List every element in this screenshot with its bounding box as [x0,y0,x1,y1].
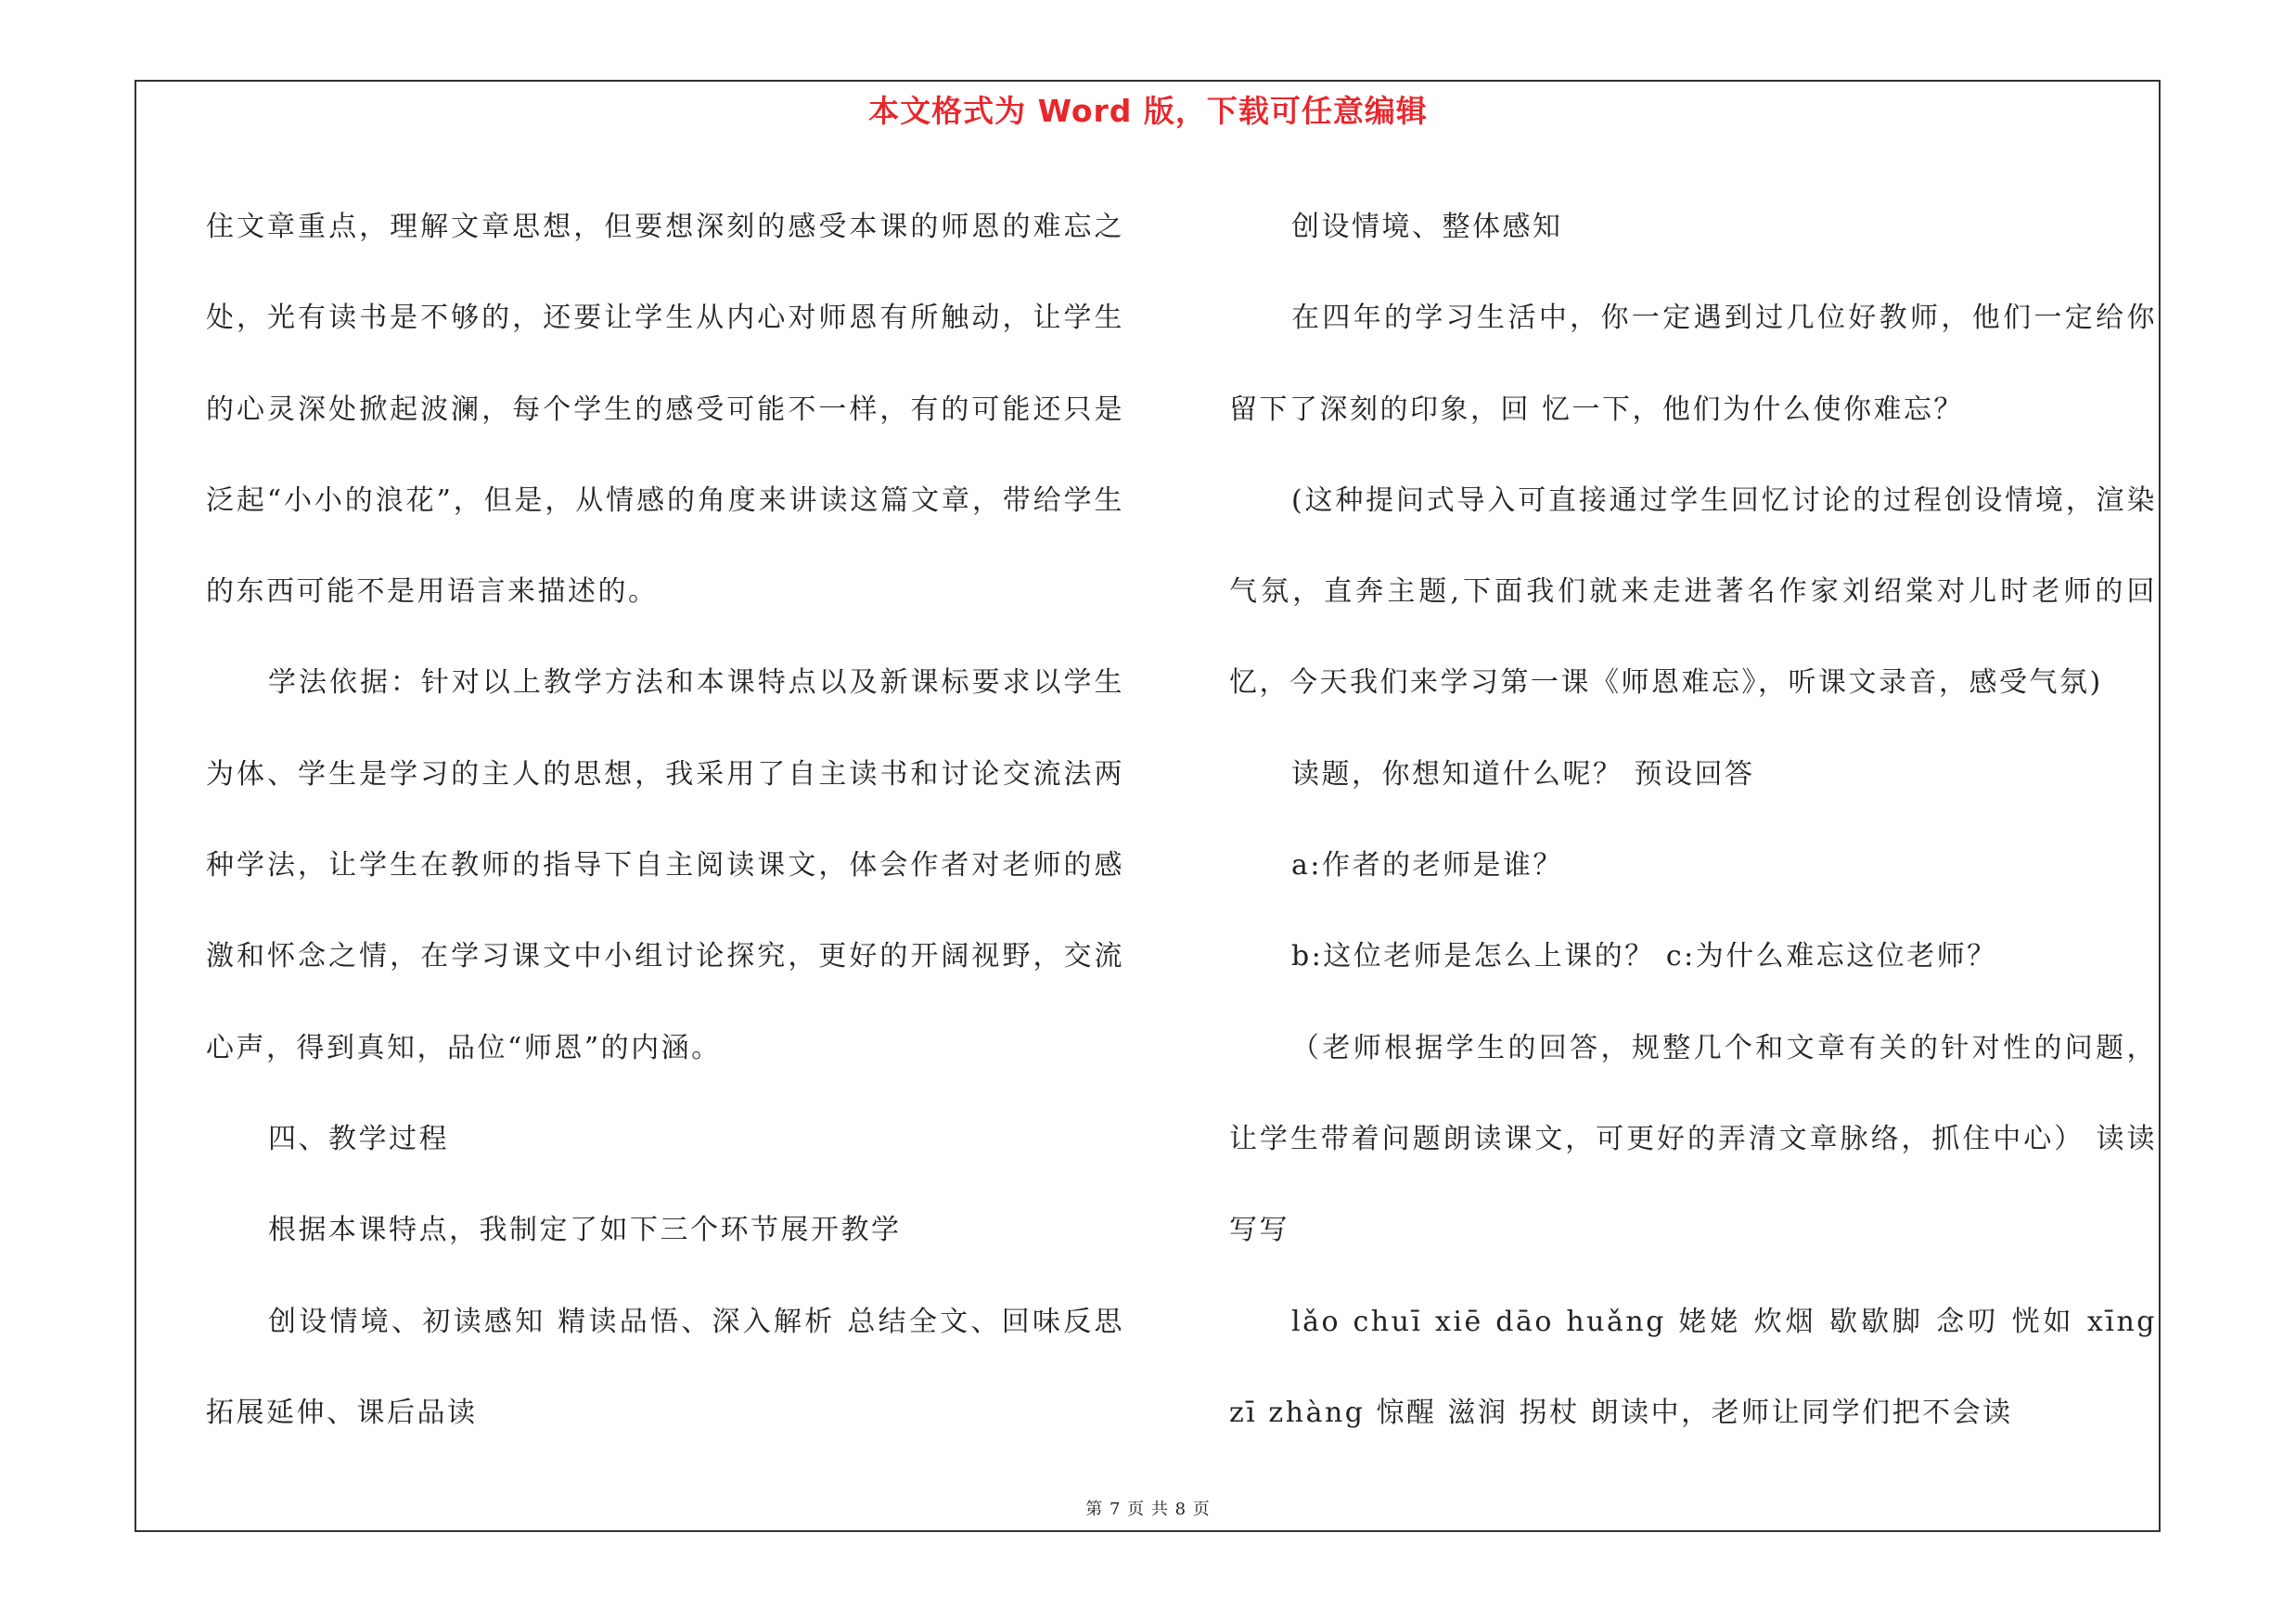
paragraph: (这种提问式导入可直接通过学生回忆讨论的过程创设情境，渲染气氛，直奔主题,下面我们就来走进著名作家刘绍棠对儿时老师的回忆，今天我们来学习第一课《师恩难忘》，听课文录音，感受气氛) [1229,483,2157,700]
paragraph: lǎo chuī xiē dāo huǎng 姥姥 炊烟 歇歇脚 念叨 恍如 xīng zī zhàng 惊醒 滋润 拐杖 朗读中，老师让同学们把不会读 [1229,1305,2157,1429]
paragraph: 住文章重点，理解文章思想，但要想深刻的感受本课的师恩的难忘之处，光有读书是不够的，还要让学生从内心对师恩有所触动，让学生的心灵深处掀起波澜，每个学生的感受可能不一样，有的可能还只是泛起“小小的浪花”，但是，从情感的角度来讲读这篇文章，带给学生的东西可能不是用语言来描述的。 [206,211,1124,609]
page-number: 第 7 页 共 8 页 [1085,1500,1211,1519]
paragraph: （老师根据学生的回答，规整几个和文章有关的针对性的问题，让学生带着问题朗读课文，可更好的弄清文章脉络，抓住中心） 读读写写 [1229,1031,2157,1247]
paragraph: 在四年的学习生活中，你一定遇到过几位好教师，他们一定给你留下了深刻的印象，回 忆一下，他们为什么使你难忘？ [1229,302,2157,426]
section-heading: 创设情境、整体感知 [1291,211,1563,243]
paragraph: b:这位老师是怎么上课的？ c:为什么难忘这位老师？ [1291,940,1997,973]
paragraph: 根据本课特点，我制定了如下三个环节展开教学 [268,1214,902,1247]
paragraph: 创设情境、初读感知 精读品悟、深入解析 总结全文、回味反思拓展延伸、课后品读 [206,1305,1124,1429]
paragraph: 学法依据：针对以上教学方法和本课特点以及新课标要求以学生为体、学生是学习的主人的思想，我采用了自主读书和讨论交流法两种学法，让学生在教师的指导下自主阅读课文，体会作者对老师的感激和怀念之情，在学习课文中小组讨论探究，更好的开阔视野，交流心声，得到真知，品位“师恩”的内涵。 [206,666,1124,1064]
right-column [1229,182,2157,1459]
section-heading: 四、教学过程 [268,1122,449,1155]
paragraph: a:作者的老师是谁？ [1291,849,1563,882]
paragraph: 读题，你想知道什么呢？ 预设回答 [1291,757,1755,791]
word-format-banner: 本文格式为 Word 版，下载可任意编辑 [868,93,1428,129]
left-column [206,182,1124,1459]
